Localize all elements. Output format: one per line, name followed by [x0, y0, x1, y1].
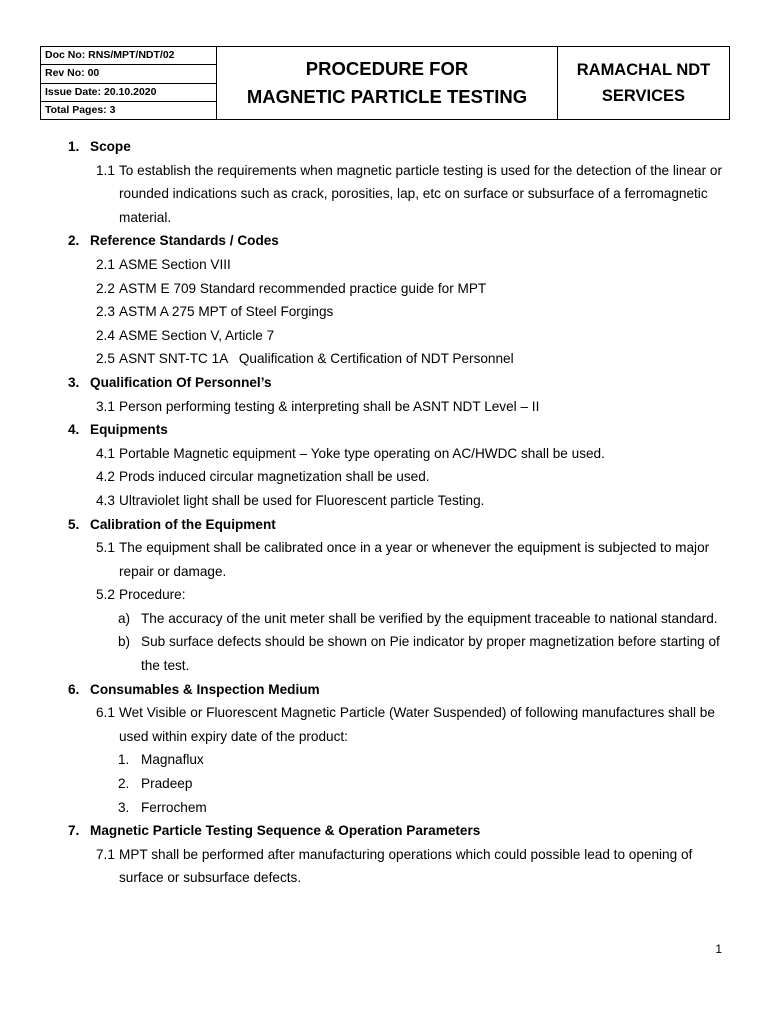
clause-number: 3.1 — [96, 398, 115, 414]
sub-clause-text: The accuracy of the unit meter shall be verified by the equipment traceable to national standard. — [141, 610, 718, 626]
clause-number: 4.1 — [96, 445, 115, 461]
clause — [0, 324, 768, 348]
clause — [0, 277, 768, 301]
clause — [0, 347, 768, 371]
list-text: Magnaflux — [141, 752, 204, 768]
clause-text: Ultraviolet light shall be used for Fluorescent particle Testing. — [119, 492, 485, 508]
section-heading — [0, 229, 768, 253]
sub-clause — [0, 630, 768, 677]
issue-date: Issue Date: 20.10.2020 — [41, 83, 217, 101]
list-number: 3. — [118, 799, 130, 815]
section-number: 7. — [68, 823, 80, 839]
clause — [0, 489, 768, 513]
clause-number: 2.3 — [96, 304, 115, 320]
clause-number: 4.2 — [96, 469, 115, 485]
clause-number: 2.5 — [96, 351, 115, 367]
doc-number: Doc No: RNS/MPT/NDT/02 — [41, 47, 217, 65]
clause — [0, 701, 768, 748]
company-line-2: SERVICES — [601, 87, 686, 105]
clause-text: ASTM E 709 Standard recommended practice guide for MPT — [119, 280, 487, 296]
section-heading — [0, 513, 768, 537]
clause — [0, 253, 768, 277]
clause-number: 2.4 — [96, 327, 115, 343]
clause — [0, 843, 768, 890]
clause — [0, 442, 768, 466]
clause-number: 5.2 — [96, 587, 115, 603]
title-line-2: MAGNETIC PARTICLE TESTING — [246, 86, 528, 107]
section-number: 5. — [68, 516, 80, 532]
section-heading — [0, 678, 768, 702]
section-number: 1. — [68, 139, 80, 154]
clause-text: Portable Magnetic equipment – Yoke type operating on AC/HWDC shall be used. — [119, 445, 605, 461]
section-number: 4. — [68, 422, 80, 438]
section-number: 3. — [68, 374, 80, 390]
section-number: 6. — [68, 681, 80, 697]
section-heading — [0, 371, 768, 395]
clause-text: To establish the requirements when magnetic particle testing is used for the detection of the linear or rounded indications such as crack, porosities, lap, etc on surface or subsurface of a ferromagnetic material. — [119, 162, 722, 225]
clause-text: ASME Section V, Article 7 — [119, 327, 275, 343]
company-name — [558, 47, 730, 120]
clause-number: 4.3 — [96, 492, 115, 508]
section-title: Consumables & Inspection Medium — [90, 681, 320, 697]
list-item — [0, 748, 768, 772]
list-number: 2. — [118, 776, 130, 792]
clause — [0, 583, 768, 607]
section-title: Magnetic Particle Testing Sequence & Operation Parameters — [90, 823, 481, 839]
list-item — [0, 772, 768, 796]
clause-text: Procedure: — [119, 587, 186, 603]
clause-text: The equipment shall be calibrated once in a year or whenever the equipment is subjected to major repair or damage. — [119, 540, 710, 579]
clause-number: 2.2 — [96, 280, 115, 296]
section-title: Calibration of the Equipment — [90, 516, 276, 532]
document-body — [0, 135, 768, 890]
sub-clause — [0, 607, 768, 631]
clause-number: 2.1 — [96, 256, 115, 272]
section-heading — [0, 418, 768, 442]
list-text: Ferrochem — [141, 799, 207, 815]
sub-clause-marker: b) — [118, 634, 131, 650]
clause-text: ASTM A 275 MPT of Steel Forgings — [119, 304, 334, 320]
total-pages: Total Pages: 3 — [41, 101, 217, 119]
company-line-1: RAMACHAL NDT — [576, 61, 711, 79]
document-title — [217, 47, 558, 120]
clause-number: 5.1 — [96, 540, 115, 556]
list-text: Pradeep — [141, 776, 193, 792]
title-line-1: PROCEDURE FOR — [305, 58, 469, 79]
section-number: 2. — [68, 233, 80, 249]
section-title: Scope — [90, 139, 131, 154]
section-heading — [0, 135, 768, 159]
section-heading — [0, 819, 768, 843]
revision-number: Rev No: 00 — [41, 65, 217, 83]
clause-number: 1.1 — [96, 162, 115, 178]
clause-text: Prods induced circular magnetization shall be used. — [119, 469, 430, 485]
clause-text: MPT shall be performed after manufacturing operations which could possible lead to opening of surface or subsurface defects. — [119, 846, 693, 886]
sub-clause-marker: a) — [118, 610, 131, 626]
section-title: Equipments — [90, 422, 168, 438]
clause — [0, 536, 768, 583]
clause-text: Person performing testing & interpreting shall be ASNT NDT Level – II — [119, 398, 540, 414]
document-header — [40, 46, 730, 120]
sub-clause-text: Sub surface defects should be shown on Pie indicator by proper magnetization before starting of the test. — [141, 634, 720, 674]
list-number: 1. — [118, 752, 130, 768]
list-item — [0, 796, 768, 820]
clause — [0, 395, 768, 419]
page-number: 1 — [715, 942, 722, 956]
clause-number: 6.1 — [96, 705, 115, 721]
clause-number: 7.1 — [96, 846, 115, 862]
section-title: Reference Standards / Codes — [90, 233, 279, 249]
clause-text: ASME Section VIII — [119, 256, 231, 272]
clause-text: ASNT SNT-TC 1A Qualification & Certification of NDT Personnel — [119, 351, 514, 367]
clause — [0, 465, 768, 489]
clause — [0, 159, 768, 230]
clause — [0, 300, 768, 324]
section-title: Qualification Of Personnel’s — [90, 374, 272, 390]
clause-text: Wet Visible or Fluorescent Magnetic Particle (Water Suspended) of following manufactures shall be used within expiry date of the product: — [119, 705, 715, 744]
